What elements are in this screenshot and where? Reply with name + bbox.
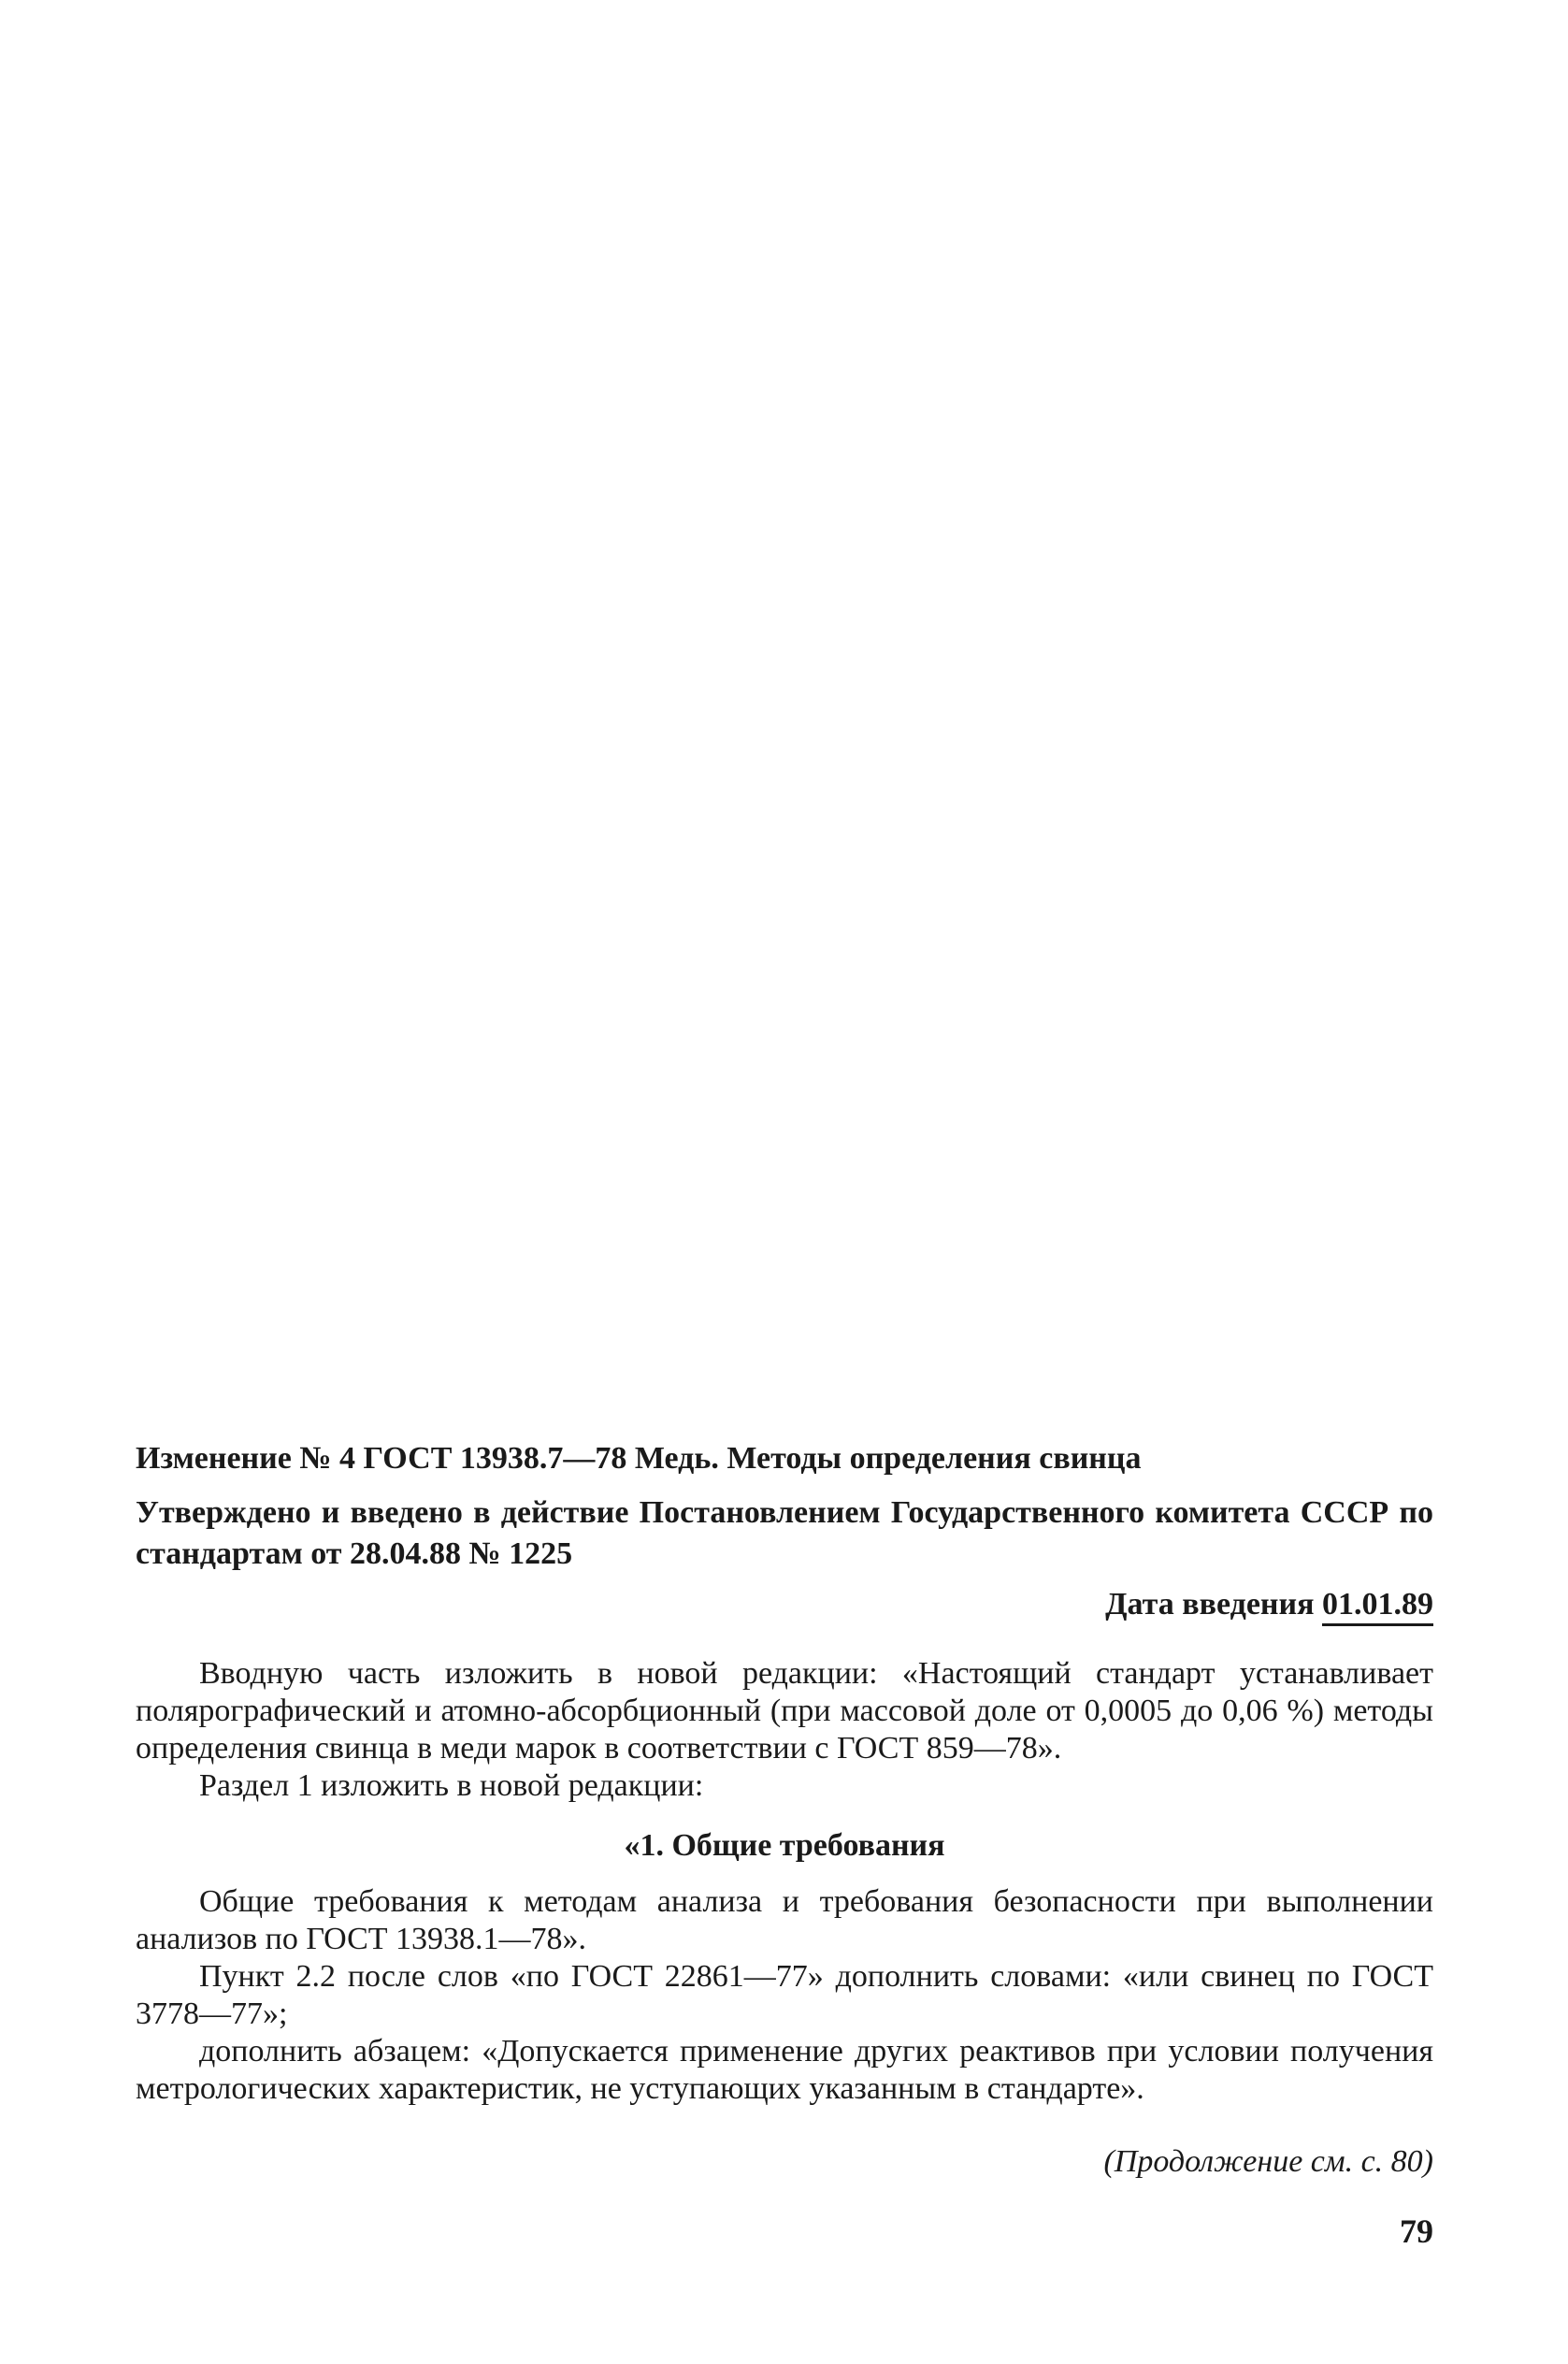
approval-statement: Утверждено и введено в действие Постановлением Государственного комитета СССР по стандартам от 28.04.88 № 1225: [136, 1495, 1433, 1571]
paragraph-section-instruction: Раздел 1 изложить в новой редакции:: [199, 1768, 704, 1803]
document-body: [136, 1438, 1433, 2252]
page-number: 79: [1400, 2213, 1433, 2250]
paragraph-intro: Вводную часть изложить в новой редакции: «Настоящий стандарт устанавливает полярографический и атомно-абсорбционный (при массовой доле от 0,0005 до 0,06 %) методы определения свинца в меди марок в соответствии с ГОСТ 859—78».: [136, 1656, 1433, 1766]
effective-date: [136, 1584, 1433, 1625]
effective-date-value: 01.01.89: [1322, 1587, 1433, 1626]
paragraph-general-requirements: Общие требования к методам анализа и требования безопасности при выполнении анализов по ГОСТ 13938.1—78».: [136, 1884, 1433, 1956]
paragraph-clause-2-2: Пункт 2.2 после слов «по ГОСТ 22861—77» дополнить словами: «или свинец по ГОСТ 3778—77»;: [136, 1959, 1433, 2031]
continuation-note: (Продолжение см. с. 80): [1103, 2144, 1433, 2179]
paragraph-addition: дополнить абзацем: «Допускается применение других реактивов при условии получения метрологических характеристик, не уступающих указанным в стандарте».: [136, 2034, 1433, 2106]
amendment-heading: Изменение № 4 ГОСТ 13938.7—78 Медь. Методы определения свинца: [136, 1441, 1142, 1476]
effective-date-label: Дата введения: [1105, 1587, 1315, 1622]
section-title: «1. Общие требования: [624, 1828, 945, 1863]
